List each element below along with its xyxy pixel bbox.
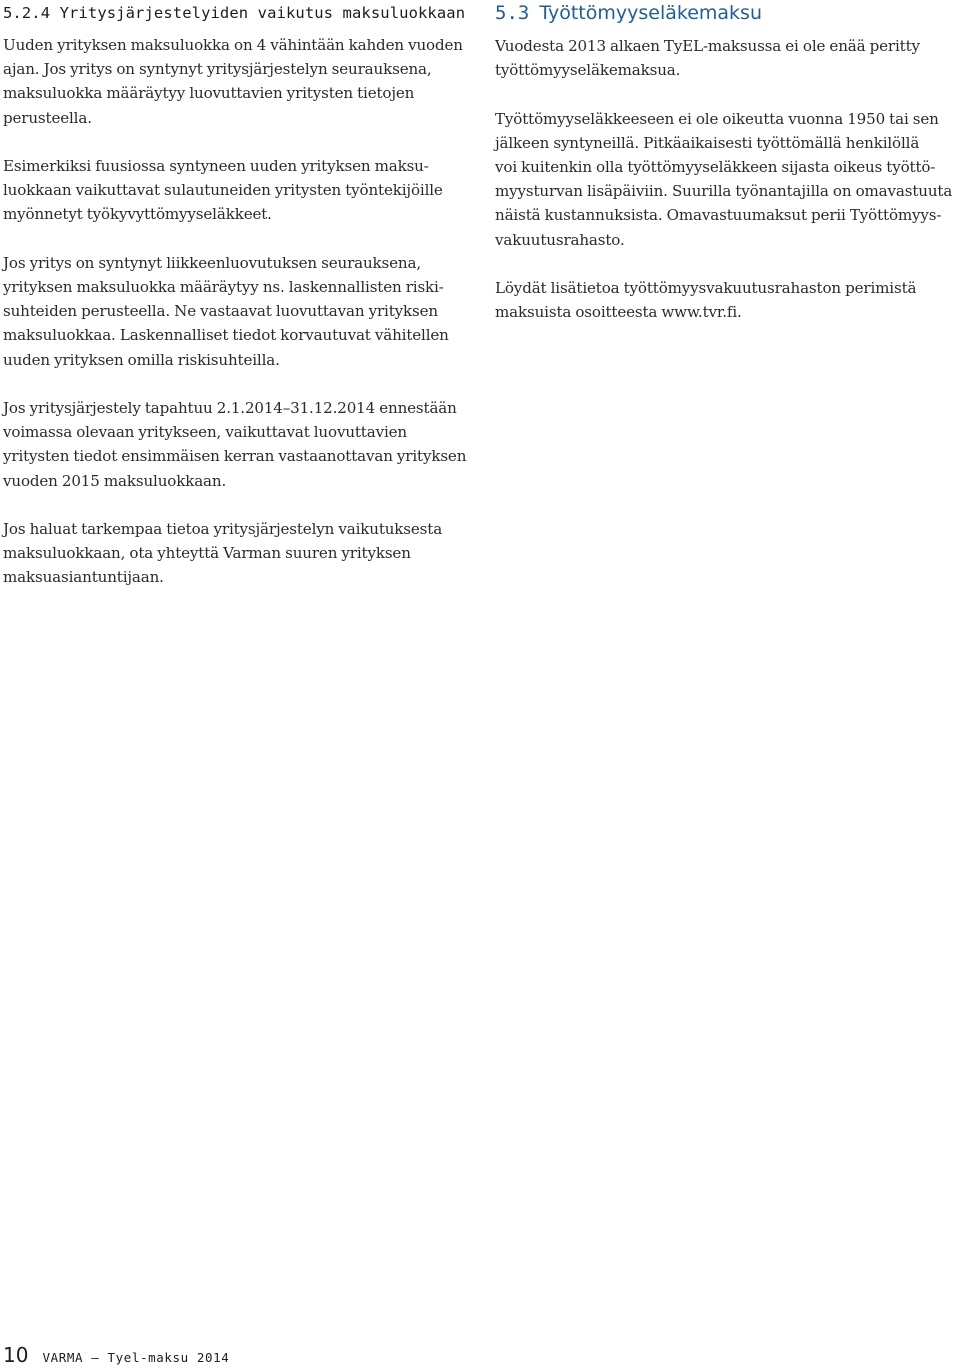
- footer-title: VARMA – Tyel-maksu 2014: [42, 1350, 230, 1365]
- paragraph-new-company-class: Uuden yrityksen maksuluokka on 4 vähintään kahden vuoden ajan. Jos yritys on syntynyt yritysjärjestelyn seurauksena, maksuluokka määräytyy luovuttavien yritysten tietojen perusteella.: [3, 36, 463, 127]
- right-column: [495, 0, 957, 324]
- paragraph-contact-varma: Jos haluat tarkempaa tietoa yritysjärjestelyn vaikutuksesta maksuluokkaan, ota yhteyttä Varman suuren yrityksen maksuasiantuntijaan.: [3, 520, 443, 587]
- paragraph-merger-example: Esimerkiksi fuusiossa syntyneen uuden yrityksen maksu- luokkaan vaikuttavat sulautuneiden yritysten työntekijöille myönnetyt työkyvyttömyyseläkkeet.: [3, 157, 443, 224]
- paragraph-restructuring-2014: Jos yritysjärjestely tapahtuu 2.1.2014–31.12.2014 ennestään voimassa olevaan yritykseen, vaikuttavat luovuttavien yritysten tiedot ensimmäisen kerran vastaanottavan yrityksen vuoden 2015 maksuluokkaan.: [3, 399, 467, 490]
- section-number: 5.3: [495, 2, 530, 24]
- section-title: Työttömyyseläkemaksu: [539, 2, 762, 24]
- section-heading-5-3: [495, 0, 957, 34]
- section-heading-5-2-4: 5.2.4 Yritysjärjestelyiden vaikutus maksuluokkaan: [3, 4, 466, 22]
- page-footer: [3, 1343, 229, 1371]
- left-column: [3, 0, 473, 590]
- paragraph-more-info-tvr: Löydät lisätietoa työttömyysvakuutusrahaston perimistä maksuista osoitteesta www.tvr.fi.: [495, 279, 917, 322]
- paragraph-unemployment-pension-rights: Työttömyyseläkkeeseen ei ole oikeutta vuonna 1950 tai sen jälkeen syntyneillä. Pitkäaikaisesti työttömällä henkilöllä voi kuitenkin olla työttömyyseläkkeen sijasta oikeus työttö- myysturvan lisäpäiviin. Suurilla työnantajilla on omavastuuta näistä kustannuksista. Omavastuumaksut perii Työttömyys- vakuutusrahasto.: [495, 109, 953, 249]
- paragraph-business-transfer: Jos yritys on syntynyt liikkeenluovutuksen seurauksena, yrityksen maksuluokka määräytyy ns. laskennallisten riski- suhteiden perusteella. Ne vastaavat luovuttavan yrityksen maksuluokkaa. Laskennalliset tiedot korvautuvat vähitellen uuden yrityksen omilla riskisuhteilla.: [3, 253, 449, 369]
- page-number: 10: [3, 1343, 29, 1367]
- paragraph-unemployment-fee-removed: Vuodesta 2013 alkaen TyEL-maksussa ei ole enää peritty työttömyyseläkemaksua.: [495, 37, 920, 80]
